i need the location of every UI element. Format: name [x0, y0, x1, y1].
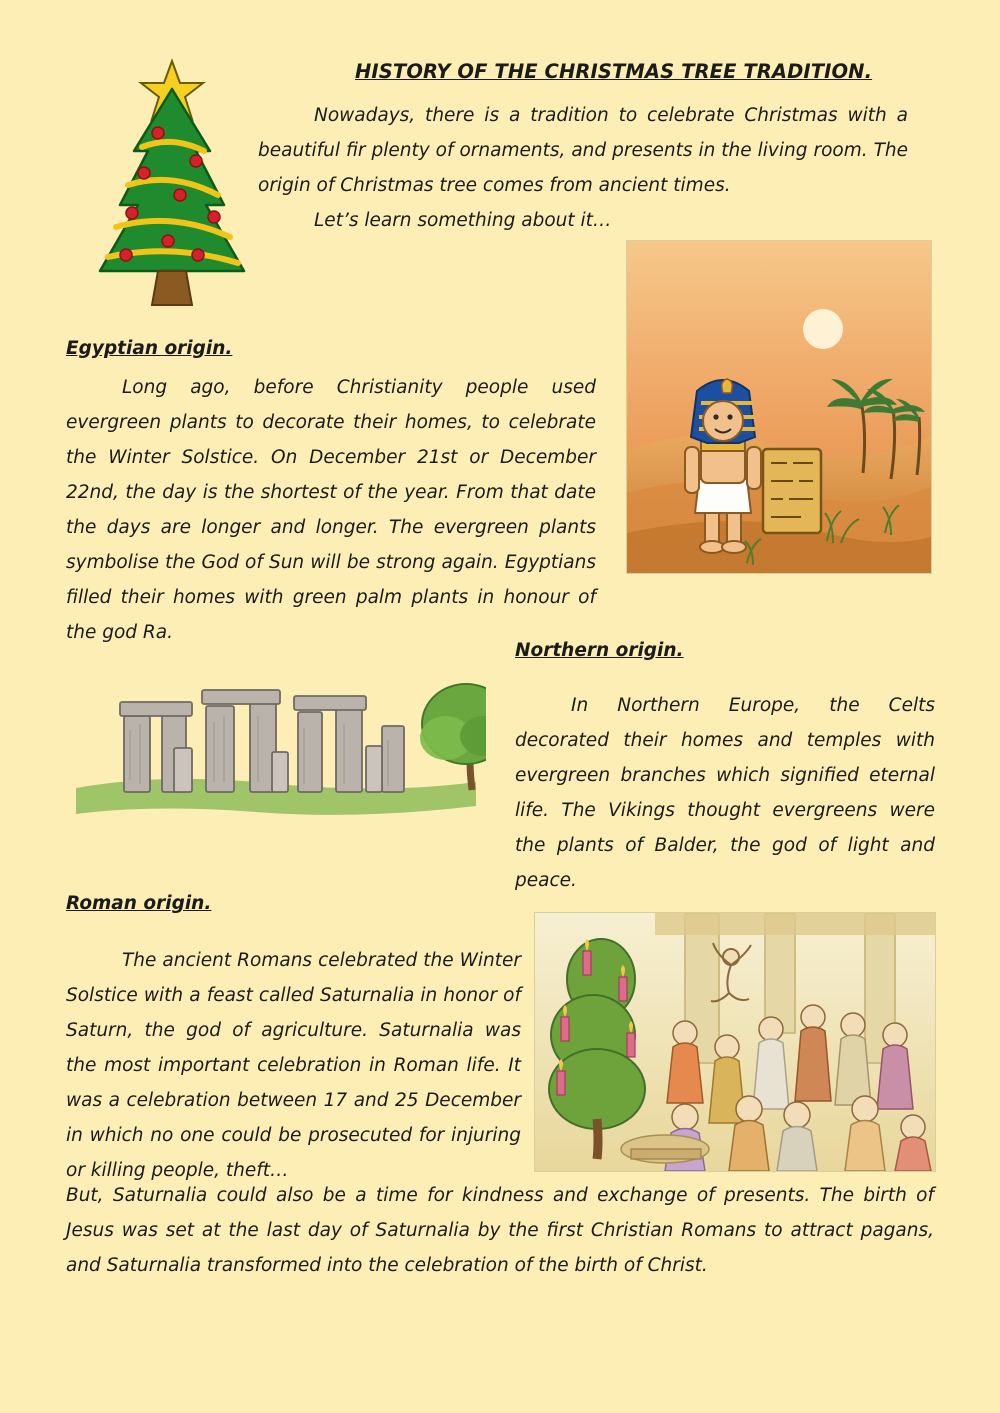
roman-saturnalia-feast-illustration: [534, 912, 936, 1172]
roman-paragraph: The ancient Romans celebrated the Winter Solstice with a feast called Saturnalia in honor of Saturn, the god of agriculture. Saturnalia was the most important celebration in Roman life. It was a celebration between 17 and 25 December in which no one could be prosecuted for injuring or killing people, theft…: [66, 950, 521, 1181]
section-body-egyptian: [66, 370, 596, 650]
egyptian-paragraph: Long ago, before Christianity people used evergreen plants to decorate their homes, to celebrate the Winter Solstice. On December 21st or December 22nd, the day is the shortest of the year. From that date the days are longer and longer. The evergreen plants symbolise the God of Sun will be strong again. Egyptians filled their homes with green palm plants in honour of the god Ra.: [66, 377, 596, 643]
stonehenge-illustration: [66, 640, 486, 820]
roman-continued-text: [66, 1178, 934, 1283]
egyptian-pharaoh-desert-illustration: [626, 240, 932, 574]
section-body-northern: [515, 688, 935, 898]
intro-closing: Let’s learn something about it…: [314, 210, 612, 231]
section-heading-egyptian: Egyptian origin.: [66, 338, 233, 359]
intro-block: [258, 98, 908, 238]
intro-paragraph: Nowadays, there is a tradition to celebrate Christmas with a beautiful fir plenty of ornaments, and presents in the living room. The origin of Christmas tree comes from ancient times.: [258, 105, 908, 196]
section-heading-roman: Roman origin.: [66, 893, 212, 914]
northern-paragraph: In Northern Europe, the Celts decorated their homes and temples with evergreen branches which signified eternal life. The Vikings thought evergreens were the plants of Balder, the god of light and peace.: [515, 695, 935, 891]
section-heading-northern: Northern origin.: [515, 640, 684, 661]
section-body-roman: [66, 943, 521, 1188]
page-title: HISTORY OF THE CHRISTMAS TREE TRADITION.: [355, 60, 873, 83]
christmas-tree-illustration: [72, 55, 272, 320]
roman-paragraph-continued: But, Saturnalia could also be a time for kindness and exchange of presents. The birth of Jesus was set at the last day of Saturnalia by the first Christian Romans to attract pagans, and Saturnalia transformed into the celebration of the birth of Christ.: [66, 1185, 934, 1276]
